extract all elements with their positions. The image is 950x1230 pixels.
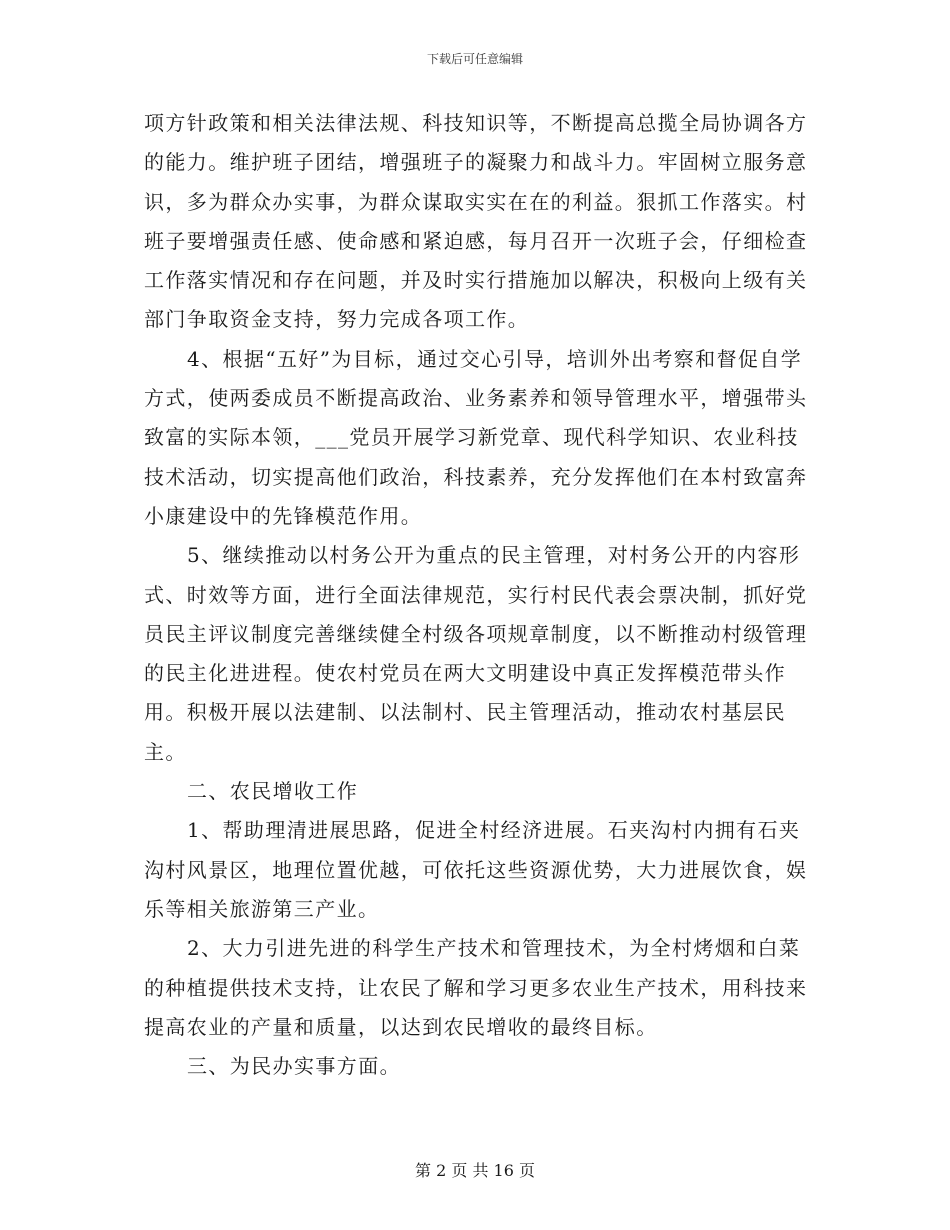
section-heading-farmer-income: 二、农民增收工作 <box>187 779 359 804</box>
page-number-footer: 第 2 页 共 16 页 <box>415 1161 535 1180</box>
paragraph-continuation: 项方针政策和相关法律法规、科技知识等，不断提高总揽全局协调各方的能力。维护班子团结，增强班子的凝聚力和战斗力。牢固树立服务意识，多为群众办实事，为群众谋取实实在在的利益。狠抓工作落实。村班子要增强责任感、使命感和紧迫感，每月召开一次班子会，仔细检查工作落实情况和存在问题，并及时实行措施加以解决，积极向上级有关部门争取资金支持，努力完成各项工作。 <box>144 111 808 332</box>
paragraph-income-item-2: 2、大力引进先进的科学生产技术和管理技术，为全村烤烟和白菜的种植提供技术支持，让农民了解和学习更多农业生产技术，用科技来提高农业的产量和质量，以达到农民增收的最终目标。 <box>144 936 808 1039</box>
paragraph-income-item-1: 1、帮助理清进展思路，促进全村经济进展。石夹沟村内拥有石夹沟村风景区，地理位置优越，可依托这些资源优势，大力进展饮食，娱乐等相关旅游第三产业。 <box>144 818 808 921</box>
section-heading-practical-matters: 三、为民办实事方面。 <box>187 1054 401 1079</box>
paragraph-item-5: 5、继续推动以村务公开为重点的民主管理，对村务公开的内容形式、时效等方面，进行全面法律规范，实行村民代表会票决制，抓好党员民主评议制度完善继续健全村级各项规章制度，以不断推动村级管理的民主化进进程。使农村党员在两大文明建设中真正发挥模范带头作用。积极开展以法建制、以法制村、民主管理活动，推动农村基层民主。 <box>144 543 808 764</box>
page-header-note: 下载后可任意编辑 <box>426 52 523 66</box>
document-body <box>144 104 810 1086</box>
paragraph-item-4: 4、根据“五好”为目标，通过交心引导，培训外出考察和督促自学方式，使两委成员不断提高政治、业务素养和领导管理水平，增强带头致富的实际本领，___党员开展学习新党章、现代科学知识、农业科技技术活动，切实提高他们政治，科技素养，充分发挥他们在本村致富奔小康建设中的先锋模范作用。 <box>144 346 808 528</box>
